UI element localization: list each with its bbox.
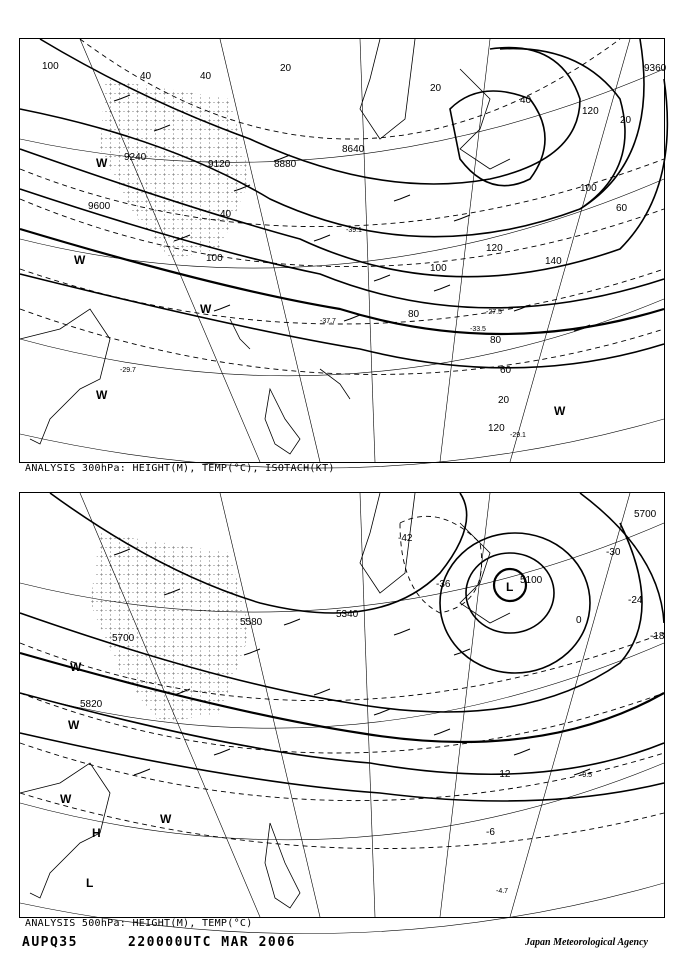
isotach-label: 120	[486, 243, 503, 254]
height-label: 8880	[274, 159, 297, 170]
height-label: 5820	[80, 699, 103, 710]
warm-symbol: W	[96, 156, 108, 170]
isotach-label: 60	[616, 203, 628, 214]
temp-label: -4.7	[496, 888, 509, 895]
bulletin-code: AUPQ35	[22, 935, 78, 950]
isotach-label: 100	[42, 61, 59, 72]
height-label: 9360	[644, 63, 667, 74]
temp-label: -37.7	[320, 318, 336, 325]
height-label: 5340	[336, 609, 359, 620]
isotach-label: 100	[580, 183, 597, 194]
isotach-label: 60	[500, 365, 512, 376]
warm-symbol: W	[60, 792, 72, 806]
terrain-hatch	[90, 533, 250, 723]
warm-symbol: W	[160, 812, 172, 826]
isotach-label: 100	[206, 253, 223, 264]
analysis-time: 220000UTC MAR 2006	[128, 935, 296, 950]
temp-label: -30	[606, 547, 621, 558]
isotach-label: 120	[488, 423, 505, 434]
isotach-label: 20	[280, 63, 292, 74]
height-label: 9120	[208, 159, 231, 170]
temp-label: -29.7	[120, 367, 136, 374]
isotach-label: 40	[520, 95, 532, 106]
temp-label: -9.5	[580, 772, 593, 779]
warm-symbol: W	[554, 404, 566, 418]
isotach-label: 80	[490, 335, 502, 346]
agency-name: Japan Meteorological Agency	[525, 937, 648, 948]
isotach-label: 80	[408, 309, 420, 320]
map-300hpa	[20, 39, 667, 462]
coastlines	[20, 39, 510, 454]
warm-symbol: W	[68, 718, 80, 732]
height-label: 8640	[342, 144, 365, 155]
temp-label: 0	[576, 615, 582, 626]
isotach-label: 40	[140, 71, 152, 82]
low-pressure-symbol: L	[86, 876, 94, 890]
warm-symbol: W	[74, 253, 86, 267]
map-500hpa-panel	[19, 492, 665, 918]
map-300hpa-panel	[19, 38, 665, 463]
height-label: 5100	[520, 575, 543, 586]
map-500hpa	[20, 493, 664, 917]
temp-label: -27.5	[486, 309, 502, 316]
temp-label: -39.1	[346, 227, 362, 234]
caption-300hpa: ANALYSIS 300hPa: HEIGHT(M), TEMP(°C), ISOTACH(KT)	[25, 463, 335, 474]
warm-symbol: W	[200, 302, 212, 316]
temp-label: -36	[436, 579, 451, 590]
high-pressure-symbol: H	[92, 826, 101, 840]
isotach-label: 20	[498, 395, 510, 406]
height-label: 9240	[124, 152, 147, 163]
isotach-label: 40	[220, 209, 232, 220]
isotach-label: 20	[620, 115, 632, 126]
temp-label: -42	[398, 533, 413, 544]
temp-label: -24	[628, 595, 643, 606]
isotach-label: 120	[582, 106, 599, 117]
isotach-label: 20	[430, 83, 442, 94]
temp-label: -33.5	[470, 326, 486, 333]
caption-500hpa: ANALYSIS 500hPa: HEIGHT(M), TEMP(°C)	[25, 918, 253, 929]
warm-symbol: W	[70, 660, 82, 674]
temp-label: -18	[650, 631, 665, 642]
low-pressure-symbol: L	[506, 580, 514, 594]
isotach-label: 140	[545, 256, 562, 267]
temp-label: -29.1	[510, 432, 526, 439]
isotach-label: 100	[430, 263, 447, 274]
isotach-label: 40	[200, 71, 212, 82]
temp-label: -12	[496, 769, 511, 780]
height-label: 5700	[112, 633, 135, 644]
temp-label: -6	[486, 827, 495, 838]
height-label: 5700	[634, 509, 657, 520]
height-label: 9600	[88, 201, 111, 212]
warm-symbol: W	[96, 388, 108, 402]
height-label: 5580	[240, 617, 263, 628]
